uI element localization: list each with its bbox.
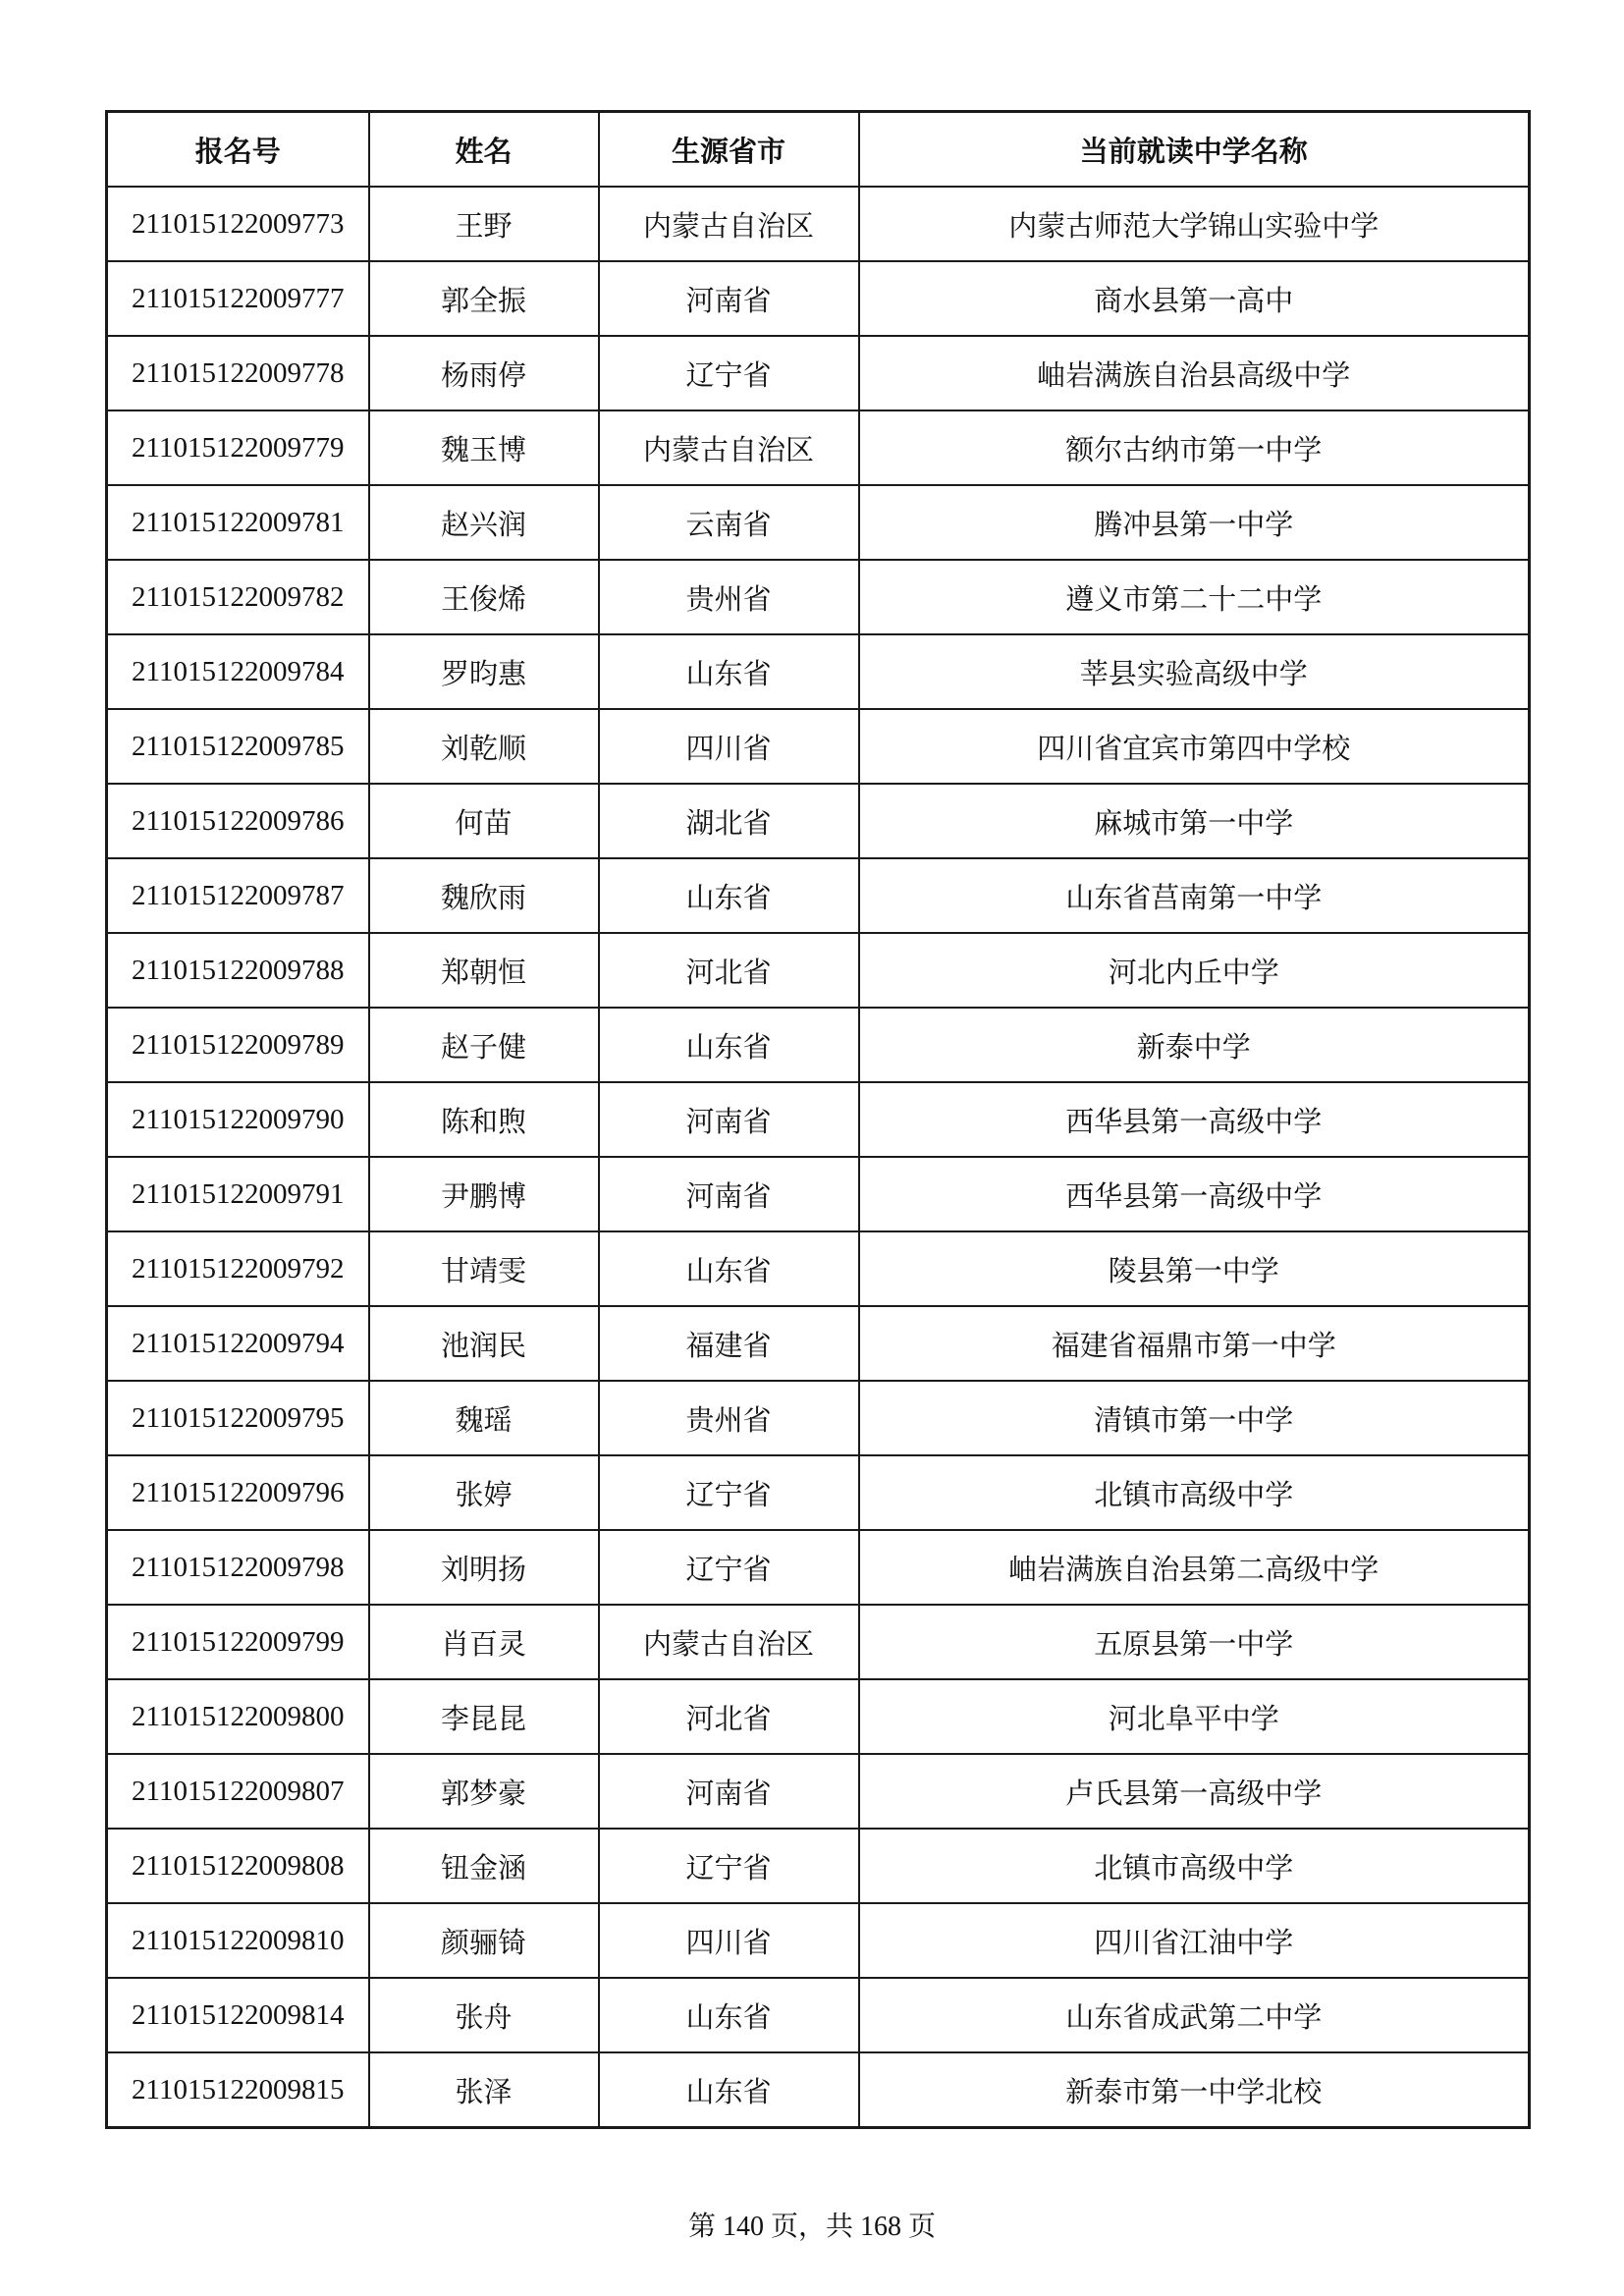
name-cell: 颜骊锜 [369,1903,599,1978]
table-row [107,1829,1530,1903]
table-header [107,112,1530,188]
header-name: 姓名 [369,112,599,188]
table-row [107,1605,1530,1679]
current-school-cell: 五原县第一中学 [859,1605,1530,1679]
table-row [107,1381,1530,1455]
registration-number-cell: 211015122009788 [107,933,369,1008]
registration-number-cell: 211015122009781 [107,485,369,560]
current-school-cell: 山东省莒南第一中学 [859,858,1530,933]
registration-number-cell: 211015122009814 [107,1978,369,2052]
name-cell: 李昆昆 [369,1679,599,1754]
table-row [107,634,1530,709]
registration-number-cell: 211015122009808 [107,1829,369,1903]
origin-province-cell: 山东省 [599,2052,859,2128]
table-row [107,1231,1530,1306]
table-row [107,560,1530,634]
registration-number-cell: 211015122009778 [107,336,369,410]
origin-province-cell: 山东省 [599,858,859,933]
origin-province-cell: 河南省 [599,261,859,336]
name-cell: 刘乾顺 [369,709,599,784]
name-cell: 魏瑶 [369,1381,599,1455]
name-cell: 刘明扬 [369,1530,599,1605]
name-cell: 王俊烯 [369,560,599,634]
name-cell: 池润民 [369,1306,599,1381]
table-row [107,1903,1530,1978]
table-row [107,1008,1530,1082]
current-school-cell: 麻城市第一中学 [859,784,1530,858]
current-school-cell: 北镇市高级中学 [859,1829,1530,1903]
current-school-cell: 内蒙古师范大学锦山实验中学 [859,187,1530,261]
current-school-cell: 卢氏县第一高级中学 [859,1754,1530,1829]
name-cell: 何苗 [369,784,599,858]
table-row [107,709,1530,784]
current-school-cell: 四川省江油中学 [859,1903,1530,1978]
origin-province-cell: 河南省 [599,1754,859,1829]
name-cell: 魏玉博 [369,410,599,485]
current-school-cell: 河北内丘中学 [859,933,1530,1008]
origin-province-cell: 湖北省 [599,784,859,858]
origin-province-cell: 内蒙古自治区 [599,187,859,261]
name-cell: 赵兴润 [369,485,599,560]
current-school-cell: 莘县实验高级中学 [859,634,1530,709]
registration-number-cell: 211015122009773 [107,187,369,261]
name-cell: 尹鹏博 [369,1157,599,1231]
current-school-cell: 西华县第一高级中学 [859,1082,1530,1157]
origin-province-cell: 河北省 [599,1679,859,1754]
name-cell: 郭梦豪 [369,1754,599,1829]
origin-province-cell: 辽宁省 [599,336,859,410]
origin-province-cell: 辽宁省 [599,1530,859,1605]
name-cell: 魏欣雨 [369,858,599,933]
origin-province-cell: 山东省 [599,1008,859,1082]
table-row [107,485,1530,560]
name-cell: 张泽 [369,2052,599,2128]
current-school-cell: 新泰市第一中学北校 [859,2052,1530,2128]
registration-number-cell: 211015122009784 [107,634,369,709]
registration-number-cell: 211015122009794 [107,1306,369,1381]
table-row [107,1157,1530,1231]
current-school-cell: 河北阜平中学 [859,1679,1530,1754]
table-row [107,1754,1530,1829]
registration-number-cell: 211015122009792 [107,1231,369,1306]
registration-number-cell: 211015122009815 [107,2052,369,2128]
origin-province-cell: 河南省 [599,1082,859,1157]
origin-province-cell: 云南省 [599,485,859,560]
student-list-table [105,110,1531,2129]
registration-number-cell: 211015122009782 [107,560,369,634]
name-cell: 张舟 [369,1978,599,2052]
current-school-cell: 腾冲县第一中学 [859,485,1530,560]
current-school-cell: 福建省福鼎市第一中学 [859,1306,1530,1381]
table-row [107,1530,1530,1605]
name-cell: 郑朝恒 [369,933,599,1008]
name-cell: 肖百灵 [369,1605,599,1679]
table-body [107,187,1530,2128]
origin-province-cell: 贵州省 [599,1381,859,1455]
header-registration-number: 报名号 [107,112,369,188]
registration-number-cell: 211015122009810 [107,1903,369,1978]
table-row [107,1978,1530,2052]
name-cell: 陈和煦 [369,1082,599,1157]
table-row [107,1082,1530,1157]
current-school-cell: 北镇市高级中学 [859,1455,1530,1530]
name-cell: 钮金涵 [369,1829,599,1903]
name-cell: 甘靖雯 [369,1231,599,1306]
name-cell: 王野 [369,187,599,261]
name-cell: 郭全振 [369,261,599,336]
table-row [107,336,1530,410]
registration-number-cell: 211015122009785 [107,709,369,784]
current-school-cell: 商水县第一高中 [859,261,1530,336]
registration-number-cell: 211015122009779 [107,410,369,485]
registration-number-cell: 211015122009777 [107,261,369,336]
table-row [107,1679,1530,1754]
page-number-footer: 第 140 页，共 168 页 [687,2212,936,2242]
registration-number-cell: 211015122009790 [107,1082,369,1157]
origin-province-cell: 内蒙古自治区 [599,1605,859,1679]
header-row [107,112,1530,188]
table-row [107,933,1530,1008]
registration-number-cell: 211015122009798 [107,1530,369,1605]
table-row [107,2052,1530,2128]
table-row [107,784,1530,858]
registration-number-cell: 211015122009789 [107,1008,369,1082]
origin-province-cell: 辽宁省 [599,1829,859,1903]
origin-province-cell: 山东省 [599,634,859,709]
origin-province-cell: 福建省 [599,1306,859,1381]
origin-province-cell: 四川省 [599,1903,859,1978]
header-current-school: 当前就读中学名称 [859,112,1530,188]
origin-province-cell: 内蒙古自治区 [599,410,859,485]
table-row [107,1306,1530,1381]
registration-number-cell: 211015122009807 [107,1754,369,1829]
current-school-cell: 额尔古纳市第一中学 [859,410,1530,485]
name-cell: 张婷 [369,1455,599,1530]
registration-number-cell: 211015122009787 [107,858,369,933]
registration-number-cell: 211015122009799 [107,1605,369,1679]
name-cell: 罗昀惠 [369,634,599,709]
table-row [107,858,1530,933]
origin-province-cell: 贵州省 [599,560,859,634]
table-row [107,261,1530,336]
current-school-cell: 遵义市第二十二中学 [859,560,1530,634]
header-origin-province: 生源省市 [599,112,859,188]
name-cell: 杨雨停 [369,336,599,410]
table-row [107,187,1530,261]
current-school-cell: 四川省宜宾市第四中学校 [859,709,1530,784]
registration-number-cell: 211015122009796 [107,1455,369,1530]
origin-province-cell: 四川省 [599,709,859,784]
registration-number-cell: 211015122009786 [107,784,369,858]
current-school-cell: 岫岩满族自治县高级中学 [859,336,1530,410]
current-school-cell: 陵县第一中学 [859,1231,1530,1306]
current-school-cell: 岫岩满族自治县第二高级中学 [859,1530,1530,1605]
current-school-cell: 山东省成武第二中学 [859,1978,1530,2052]
origin-province-cell: 山东省 [599,1231,859,1306]
current-school-cell: 西华县第一高级中学 [859,1157,1530,1231]
current-school-cell: 清镇市第一中学 [859,1381,1530,1455]
name-cell: 赵子健 [369,1008,599,1082]
origin-province-cell: 山东省 [599,1978,859,2052]
table-row [107,410,1530,485]
registration-number-cell: 211015122009795 [107,1381,369,1455]
registration-number-cell: 211015122009800 [107,1679,369,1754]
current-school-cell: 新泰中学 [859,1008,1530,1082]
origin-province-cell: 河北省 [599,933,859,1008]
table-row [107,1455,1530,1530]
registration-number-cell: 211015122009791 [107,1157,369,1231]
origin-province-cell: 河南省 [599,1157,859,1231]
origin-province-cell: 辽宁省 [599,1455,859,1530]
